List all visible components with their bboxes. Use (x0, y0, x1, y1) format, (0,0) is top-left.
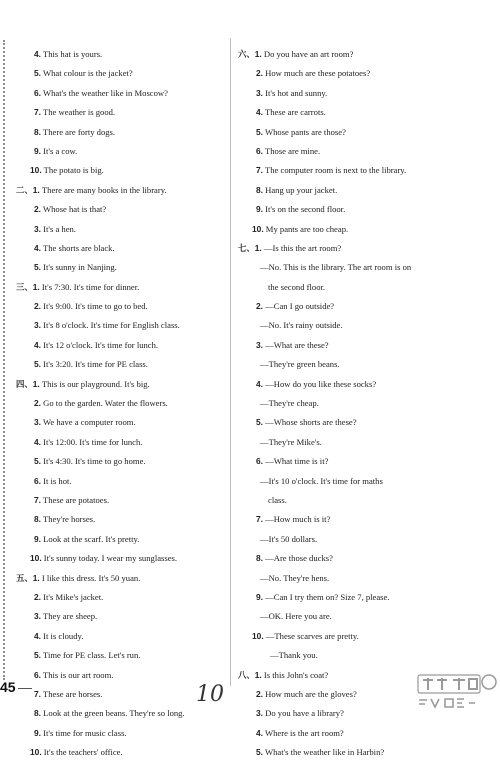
answer-line (238, 627, 488, 646)
answer-line (16, 161, 226, 180)
answer-text: —No. It's rainy outside. (260, 320, 343, 331)
answer-text: These are carrots. (263, 107, 326, 118)
answer-text: —How much is it? (263, 514, 331, 525)
question-number: 6. (34, 87, 41, 98)
answer-line (238, 724, 488, 743)
section-marker: 二、 (16, 184, 33, 195)
answer-line (16, 64, 226, 83)
question-number: 7. (34, 494, 41, 505)
answer-text: the second floor. (268, 281, 326, 292)
answer-text: —Whose shorts are these? (263, 417, 357, 428)
answer-text: It's 12:00. It's time for lunch. (41, 436, 143, 447)
answer-text: Those are mine. (263, 145, 321, 156)
question-number: 7. (256, 514, 263, 525)
answer-text: What colour is the jacket? (41, 68, 133, 79)
answer-text: How much are these potatoes? (263, 68, 371, 79)
answer-text: It's time for music class. (41, 727, 127, 738)
question-number: 7. (34, 688, 41, 699)
answer-line (16, 297, 226, 316)
question-number: 3. (256, 708, 263, 719)
answer-text: It's 7:30. It's time for dinner. (39, 281, 140, 292)
question-number: 4. (256, 378, 263, 389)
binding-margin (3, 40, 13, 680)
answer-line (238, 394, 488, 413)
question-number: 3. (34, 223, 41, 234)
answer-line (238, 588, 488, 607)
answer-line (16, 724, 226, 743)
answer-text: The weather is good. (41, 107, 116, 118)
question-number: 5. (34, 262, 41, 273)
answer-line (238, 646, 488, 665)
answer-line (16, 142, 226, 161)
answer-text: It's hot and sunny. (263, 87, 328, 98)
answer-line (238, 181, 488, 200)
answer-text: —Can I try them on? Size 7, please. (263, 591, 390, 602)
question-number: 1. (32, 572, 40, 583)
question-number: 8. (256, 184, 263, 195)
question-number: 10. (252, 630, 264, 641)
answer-line (16, 627, 226, 646)
answer-text: Look at the scarf. It's pretty. (41, 533, 140, 544)
question-number: 2. (34, 398, 41, 409)
answer-text: These are potatoes. (41, 494, 110, 505)
question-number: 2. (34, 204, 41, 215)
answer-line (238, 142, 488, 161)
answer-line (238, 200, 488, 219)
question-number: 5. (34, 456, 41, 467)
question-number: 4. (256, 727, 263, 738)
answer-line (238, 161, 488, 180)
answer-text: —Are those ducks? (263, 553, 333, 564)
answer-text: The shorts are black. (41, 242, 115, 253)
answer-text: They're horses. (41, 514, 96, 525)
answer-line (16, 588, 226, 607)
answer-line (16, 220, 226, 239)
question-number: 4. (256, 107, 263, 118)
answer-line (238, 239, 488, 258)
section-marker: 四、 (16, 378, 33, 389)
answer-line (16, 743, 226, 762)
question-number: 1. (254, 242, 262, 253)
answer-text: —These scarves are pretty. (263, 630, 359, 641)
answer-line (238, 220, 488, 239)
answer-text: It's on the second floor. (263, 204, 346, 215)
question-number: 9. (34, 533, 41, 544)
question-number: 7. (256, 165, 263, 176)
answer-line (238, 45, 488, 64)
answer-line (238, 569, 488, 588)
answer-text: It's a hen. (41, 223, 76, 234)
question-number: 5. (34, 68, 41, 79)
question-number: 5. (34, 359, 41, 370)
answer-text: What's the weather like in Moscow? (41, 87, 168, 98)
answer-line (16, 452, 226, 471)
answer-text: —They're cheap. (260, 398, 319, 409)
answer-text: These are horses. (41, 688, 103, 699)
question-number: 10. (30, 553, 42, 564)
question-number: 5. (256, 747, 263, 758)
question-number: 9. (256, 591, 263, 602)
answer-line (238, 607, 488, 626)
question-number: 4. (34, 436, 41, 447)
answer-text: Hang up your jacket. (263, 184, 338, 195)
answer-line (16, 181, 226, 200)
question-number: 9. (34, 727, 41, 738)
answer-line (16, 607, 226, 626)
answer-line (238, 123, 488, 142)
answer-text: —What time is it? (263, 456, 329, 467)
page-number: 45 (0, 679, 16, 695)
answer-line (16, 355, 226, 374)
answer-text: Is this John's coat? (261, 669, 329, 680)
answer-text: It's 3:20. It's time for PE class. (41, 359, 148, 370)
answer-line (238, 316, 488, 335)
answer-line (238, 530, 488, 549)
answer-text: —They're Mike's. (260, 436, 322, 447)
answer-line (238, 84, 488, 103)
answer-line (16, 472, 226, 491)
answer-text: They are sheep. (41, 611, 98, 622)
section-marker: 七、 (238, 242, 255, 253)
answer-line (238, 491, 488, 510)
question-number: 4. (34, 630, 41, 641)
question-number: 2. (256, 68, 263, 79)
question-number: 1. (32, 281, 40, 292)
answer-line (16, 685, 226, 704)
answer-text: There are forty dogs. (41, 126, 116, 137)
answer-line (16, 258, 226, 277)
answer-text: The computer room is next to the library. (263, 165, 407, 176)
question-number: 9. (256, 204, 263, 215)
answer-line (16, 666, 226, 685)
question-number: 10. (252, 223, 264, 234)
answer-line (238, 743, 488, 762)
answer-text: Where is the art room? (263, 727, 344, 738)
answer-text: It's sunny today. I wear my sunglasses. (41, 553, 178, 564)
answer-text: The potato is big. (41, 165, 104, 176)
answer-text: —They're green beans. (260, 359, 340, 370)
section-marker: 八、 (238, 669, 255, 680)
answer-text: There are many books in the library. (39, 184, 167, 195)
answer-line (238, 336, 488, 355)
watermark-logo (415, 672, 500, 712)
answer-text: It is cloudy. (41, 630, 84, 641)
answer-line (238, 297, 488, 316)
answer-line (238, 452, 488, 471)
question-number: 6. (256, 145, 263, 156)
answer-text: I like this dress. It's 50 yuan. (39, 572, 141, 583)
right-answer-column (238, 45, 488, 762)
answer-line (16, 123, 226, 142)
answer-text: It is hot. (41, 475, 72, 486)
answer-line (16, 316, 226, 335)
answer-line (16, 491, 226, 510)
question-number: 6. (256, 456, 263, 467)
answer-text: My pants are too cheap. (263, 223, 349, 234)
question-number: 10. (30, 165, 42, 176)
question-number: 6. (34, 669, 41, 680)
answer-text: —Thank you. (270, 650, 318, 661)
answer-text: It's 4:30. It's time to go home. (41, 456, 146, 467)
question-number: 8. (34, 514, 41, 525)
answer-text: It's a cow. (41, 145, 78, 156)
answer-line (16, 510, 226, 529)
answer-text: What's the weather like in Harbin? (263, 747, 385, 758)
question-number: 8. (34, 708, 41, 719)
answer-text: This hat is yours. (41, 49, 103, 59)
answer-text: It's 8 o'clock. It's time for English class. (41, 320, 180, 331)
answer-line (238, 258, 488, 277)
answer-text: Whose pants are those? (263, 126, 346, 137)
answer-text: Go to the garden. Water the flowers. (41, 398, 168, 409)
answer-text: Time for PE class. Let's run. (41, 650, 141, 661)
answer-line (16, 103, 226, 122)
answer-text: It's the teachers' office. (41, 747, 123, 758)
section-marker: 六、 (238, 49, 255, 59)
answer-line (16, 394, 226, 413)
question-number: 8. (34, 126, 41, 137)
answer-text: —No. They're hens. (260, 572, 330, 583)
answer-line (238, 413, 488, 432)
question-number: 6. (34, 475, 41, 486)
answer-text: —Can I go outside? (263, 301, 335, 312)
answer-text: —What are these? (263, 339, 329, 350)
question-number: 9. (34, 145, 41, 156)
answer-text: Do you have a library? (263, 708, 344, 719)
answer-line (16, 239, 226, 258)
answer-line (238, 472, 488, 491)
question-number: 3. (256, 87, 263, 98)
question-number: 2. (34, 301, 41, 312)
answer-line (16, 45, 226, 64)
question-number: 10. (30, 747, 42, 758)
question-number: 7. (34, 107, 41, 118)
question-number: 1. (254, 49, 262, 59)
question-number: 1. (32, 378, 40, 389)
answer-line (16, 549, 226, 568)
question-number: 4. (34, 339, 41, 350)
answer-line (16, 278, 226, 297)
question-number: 4. (34, 242, 41, 253)
question-number: 4. (34, 49, 41, 59)
answer-line (16, 413, 226, 432)
question-number: 8. (256, 553, 263, 564)
question-number: 3. (34, 611, 41, 622)
answer-text: —It's 10 o'clock. It's time for maths (260, 475, 383, 486)
question-number: 1. (32, 184, 40, 195)
answer-line (238, 433, 488, 452)
answer-line (238, 549, 488, 568)
answer-text: It's 12 o'clock. It's time for lunch. (41, 339, 159, 350)
question-number: 2. (256, 688, 263, 699)
answer-line (16, 646, 226, 665)
question-number: 2. (34, 591, 41, 602)
answer-text: How much are the gloves? (263, 688, 357, 699)
answer-text: This is our playground. It's big. (39, 378, 150, 389)
answer-line (238, 355, 488, 374)
answer-line (238, 375, 488, 394)
answer-line (16, 530, 226, 549)
question-number: 3. (34, 417, 41, 428)
answer-text: Do you have an art room? (261, 49, 354, 59)
answer-line (238, 103, 488, 122)
answer-text: class. (268, 494, 287, 505)
answer-line (238, 510, 488, 529)
handwritten-note: 10 (196, 682, 224, 707)
answer-line (16, 704, 226, 723)
section-marker: 三、 (16, 281, 33, 292)
answer-text: —OK. Here you are. (260, 611, 332, 622)
question-number: 3. (256, 339, 263, 350)
page-number-rule (18, 688, 32, 689)
answer-text: It's 9:00. It's time to go to bed. (41, 301, 148, 312)
answer-line (16, 375, 226, 394)
question-number: 5. (256, 417, 263, 428)
answer-line (16, 336, 226, 355)
answer-text: We have a computer room. (41, 417, 136, 428)
section-marker: 五、 (16, 572, 33, 583)
question-number: 2. (256, 301, 263, 312)
question-number: 1. (254, 669, 262, 680)
left-answer-column (16, 45, 226, 762)
answer-line (16, 200, 226, 219)
answer-line (238, 278, 488, 297)
answer-line (16, 569, 226, 588)
question-number: 5. (34, 650, 41, 661)
answer-text: This is our art room. (41, 669, 114, 680)
answer-text: It's sunny in Nanjing. (41, 262, 117, 273)
column-divider (230, 38, 231, 686)
question-number: 3. (34, 320, 41, 331)
answer-text: —Is this the art room? (261, 242, 342, 253)
answer-text: Look at the green beans. They're so long. (41, 708, 185, 719)
answer-text: Whose hat is that? (41, 204, 107, 215)
question-number: 5. (256, 126, 263, 137)
answer-line (238, 64, 488, 83)
answer-text: —No. This is the library. The art room is on (260, 262, 412, 273)
answer-text: —It's 50 dollars. (260, 533, 318, 544)
answer-line (16, 433, 226, 452)
answer-line (16, 84, 226, 103)
answer-text: —How do you like these socks? (263, 378, 377, 389)
answer-text: It's Mike's jacket. (41, 591, 104, 602)
